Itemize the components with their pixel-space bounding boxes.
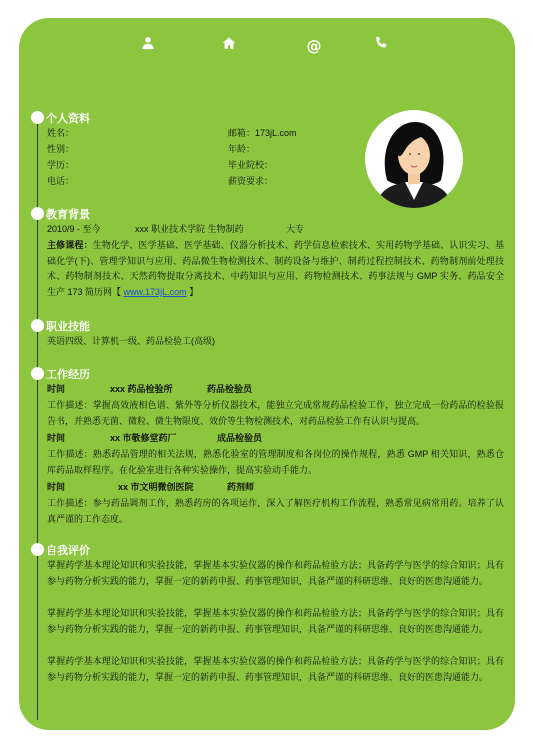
skills-text: 英语四级、计算机一级、药品检验工(高级) (47, 336, 215, 346)
education-courses (47, 238, 504, 300)
at-sign-icon: @ (306, 37, 322, 55)
job-company: xx 市敬修堂药厂 (110, 433, 177, 443)
section-skills-title: 职业技能 (46, 321, 90, 333)
self-evaluation-paragraph: 掌握药学基本理论知识和实验技能，掌握基本实验仪器的操作和药品检验方法；具备药学与医学的综合知识；具有参与药物分析实践的能力，掌握一定的新药申报、药事管理知识，具备严谨的科研思维、良好的医患沟通能力。 (47, 560, 504, 586)
job-description (47, 398, 504, 429)
education-school: xxx 职业技术学院 生物制药 (135, 224, 244, 234)
profile-avatar (365, 110, 463, 208)
email-label: 邮箱：173jL.com (228, 128, 297, 138)
job-time: 时间 (47, 384, 66, 394)
job-time: 时间 (47, 433, 66, 443)
job-description (47, 496, 504, 527)
age-label: 年龄： (228, 144, 256, 154)
job-role: 药品检验员 (207, 384, 253, 394)
avatar-illustration (365, 110, 463, 208)
section-education-title: 教育背景 (46, 209, 90, 221)
phone-icon (371, 36, 391, 56)
education-label: 学历： (47, 160, 75, 170)
section-dot (31, 367, 44, 380)
job-company: xx 市文明微创医院 (118, 482, 194, 492)
job-desc-text: 熟悉药品管理的相关法规，熟悉化验室的管理制度和各岗位的操作规程，熟悉 GMP 相关知识，熟悉仓库药品取样程序。在化验室进行各种实验操作，提高实验动手能力。 (47, 449, 504, 475)
section-dot (31, 111, 44, 124)
section-work-title: 工作经历 (46, 369, 90, 381)
section-dot (31, 543, 44, 556)
job-desc-text: 掌握高效液相色谱、紫外等分析仪器技术，能独立完成常规药品检验工作，独立完成一份药品的检验报告书，并熟悉无菌、微粒、微生物限度、效价等生物检测技术，对药品检验工作有认识与提高。 (47, 400, 504, 426)
section-dot (31, 207, 44, 220)
school-label: 毕业院校： (228, 160, 274, 170)
gender-label: 性别： (47, 144, 75, 154)
name-label: 姓名： (47, 128, 75, 138)
courses-text: 生物化学、医学基础、医学基础、仪器分析技术、药学信息检索技术、实用药物学基础、认识实习、基础化学(下)、管理学知识与应用、药品微生物检测技术、制药设备与维护、制药过程控制技术、药物制剂前处理技术、药物制剂技术、天然药物提取分离技术、中药知识与应用、药物检测技术、药事法规与 GMP 实务、药品安全生产 173 简历网【 (47, 240, 504, 297)
courses-label: 主修课程： (47, 240, 93, 250)
courses-end: 】 (189, 286, 199, 297)
job-desc-label: 工作描述： (47, 400, 93, 410)
job-desc-label: 工作描述： (47, 449, 93, 459)
job-company: xxx 药品检验所 (110, 384, 173, 394)
job-time: 时间 (47, 482, 66, 492)
job-desc-label: 工作描述： (47, 498, 93, 508)
home-icon (219, 36, 239, 56)
section-self-title: 自我评价 (46, 545, 90, 557)
section-dot (31, 319, 44, 332)
self-evaluation-paragraph: 掌握药学基本理论知识和实验技能，掌握基本实验仪器的操作和药品检验方法；具备药学与医学的综合知识；具有参与药物分析实践的能力，掌握一定的新药申报、药事管理知识，具备严谨的科研思维、良好的医患沟通能力。 (47, 656, 504, 682)
education-degree: 大专 (286, 224, 305, 234)
education-period: 2010/9 - 至今 (47, 224, 101, 234)
job-role: 成品检验员 (217, 433, 263, 443)
job-desc-text: 参与药品调剂工作，熟悉药房的各项运作，深入了解医疗机构工作流程，熟悉常见病常用药。培养了认真严谨的工作态度。 (47, 498, 504, 524)
job-role: 药剂师 (227, 482, 255, 492)
person-icon (138, 36, 158, 56)
section-personal-title: 个人资料 (46, 113, 90, 125)
contact-icons-bar (0, 36, 533, 64)
website-link[interactable]: www.173jL.com (123, 286, 187, 297)
job-description (47, 447, 504, 478)
self-evaluation-paragraph: 掌握药学基本理论知识和实验技能，掌握基本实验仪器的操作和药品检验方法；具备药学与医学的综合知识；具有参与药物分析实践的能力，掌握一定的新药申报、药事管理知识，具备严谨的科研思维、良好的医患沟通能力。 (47, 608, 504, 634)
phone-label: 电话： (47, 176, 75, 186)
salary-label: 薪资要求： (228, 176, 274, 186)
